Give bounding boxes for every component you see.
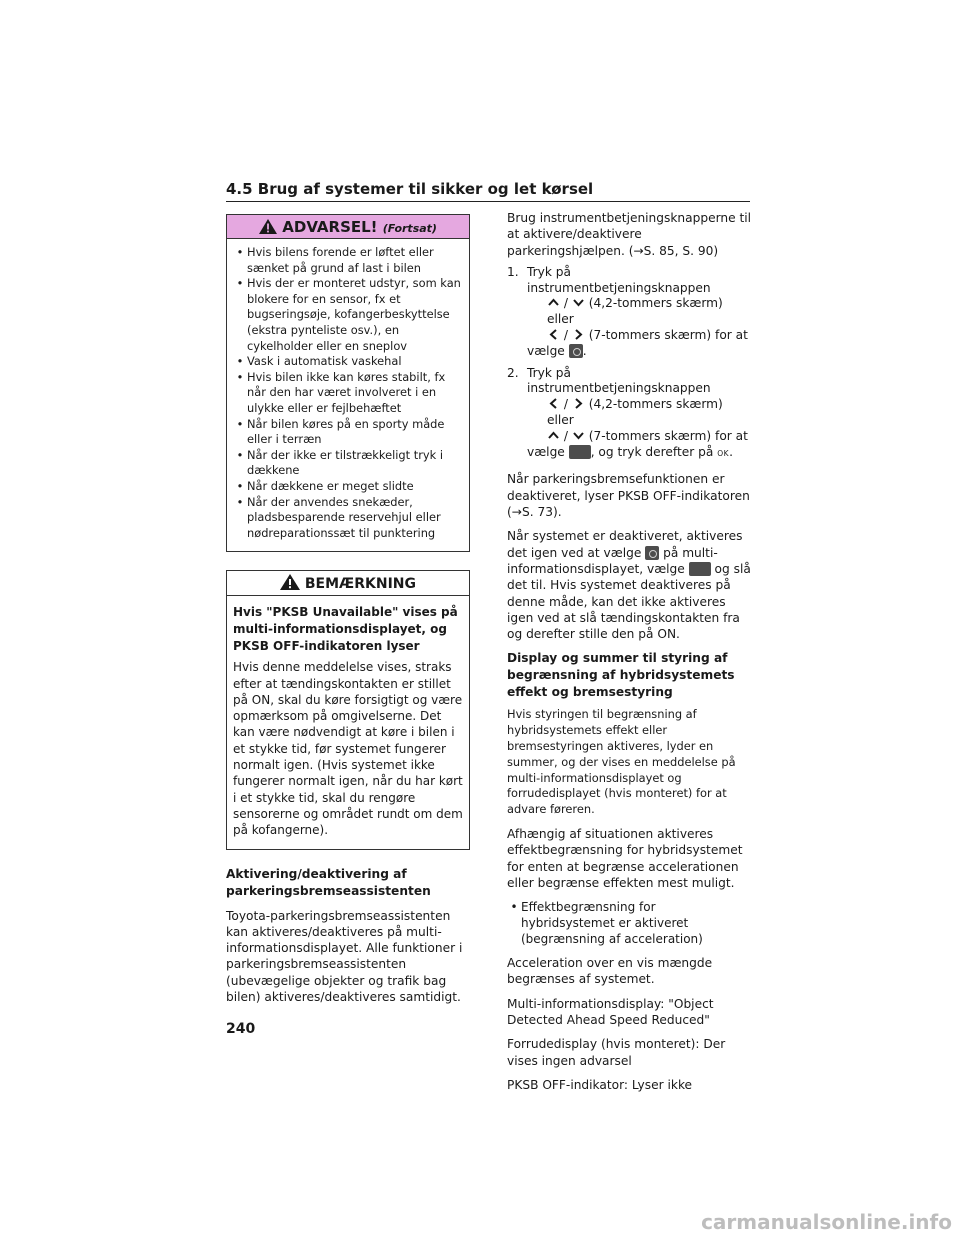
intro-text: Brug instrumentbetjeningsknapperne til at aktivere/deaktivere parkeringshjælpen. (→S. 85, S. 90)	[507, 211, 752, 258]
list-item: • Vask i automatisk vaskehal	[236, 354, 402, 369]
note-header	[227, 571, 469, 596]
list-item: • Når dækkene er meget slidte	[236, 478, 414, 493]
chevron-up-icon	[547, 296, 560, 309]
list-item: • Hvis der er monteret udstyr, som kan blokere for en sensor, fx et bugseringsøje, kofangerbeskyttelse (ekstra pynteliste osv.), en cykelholder eller en sneplov	[236, 276, 461, 353]
chevron-down-icon	[572, 296, 585, 309]
settings-icon	[645, 546, 659, 560]
warning-subtitle: (Fortsat)	[382, 222, 437, 235]
paragraph-hud: Forrudedisplay (hvis monteret): Der vises ingen advarsel	[507, 1037, 726, 1068]
chevron-right-icon	[572, 397, 585, 410]
paragraph-pksb: PKSB OFF-indikator: Lyser ikke	[507, 1077, 693, 1092]
section-title: 4.5 Brug af systemer til sikker og let kørsel	[226, 180, 594, 198]
chevron-right-icon	[572, 328, 585, 341]
paragraph-mid-display: Multi-informationsdisplay: "Object Detected Ahead Speed Reduced"	[507, 996, 714, 1028]
warning-header	[227, 215, 469, 239]
section-heading-display: Display og summer til styring af begrænsning af hybridsystemets effekt og bremsestyring	[507, 651, 735, 700]
chevron-left-icon	[547, 397, 560, 410]
chevron-down-icon	[572, 429, 585, 442]
list-item: • Hvis bilen ikke kan køres stabilt, fx når den har været involveret i en ulykke eller er fejlbehæftet	[236, 369, 446, 415]
paragraph-situation: Afhængig af situationen aktiveres effektbegrænsning for hybridsystemet for enten at begrænse accelerationen eller begrænse effekten mest muligt.	[507, 827, 743, 890]
ok-button-icon: OK	[717, 448, 730, 458]
note-box	[226, 570, 470, 849]
right-column	[507, 210, 753, 1093]
paragraph-indicator: Når parkeringsbremsefunktionen er deaktiveret, lyser PKSB OFF-indikatoren (→S. 73).	[507, 472, 750, 520]
step-1: 1. Tryk på instrumentbetjeningsknappen / (4,2-tommers skærm) eller / (7-tommers skærm) for at vælge .	[507, 264, 748, 358]
list-item: • Effektbegrænsning for hybridsystemet er aktiveret (begrænsning af acceleration)	[510, 900, 703, 947]
chevron-up-icon	[547, 429, 560, 442]
section-header	[226, 180, 750, 202]
page-number: 240	[226, 1021, 256, 1037]
paragraph-summer: Hvis styringen til begrænsning af hybridsystemets effekt eller bremsestyringen aktiveres, lyder en summer, og der vises en meddelelse på multi-informationsdisplayet og forrudedisplayet (hvis monteret) for at advare føreren.	[507, 707, 736, 817]
note-title: BEMÆRKNING	[304, 576, 416, 593]
note-body	[227, 596, 469, 848]
settings-icon	[569, 344, 583, 358]
warning-body	[227, 239, 469, 551]
paragraph-reactivate: Når systemet er deaktiveret, aktiveres det igen ved at vælge på multi-informationsdisplayet, vælge og slå det til. Hvis systemet deaktiveres på denne måde, kan det ikke aktiveres igen ved at slå tændingskontakten fra og derefter stille den på ON.	[507, 529, 751, 642]
note-text: Hvis denne meddelelse vises, straks efter at tændingskontakten er stillet på ON, skal du køre forsigtigt og være opmærksom på omgivelserne. Det kan være nødvendigt at køre i bilen i et stykke tid, før systemet fungerer normalt igen. (Hvis systemet ikke fungerer normalt igen, når du har kørt i et stykke tid, skal du rengøre sensorerne og området rundt om dem på kofangerne).	[233, 660, 463, 838]
watermark: carmanualsonline.info	[701, 1210, 952, 1234]
warning-box	[226, 214, 470, 552]
left-column	[226, 214, 470, 1005]
list-item: • Når bilen køres på en sporty måde eller i terræn	[236, 416, 445, 447]
list-item: • Når der ikke er tilstrækkeligt tryk i dækkene	[236, 447, 444, 478]
paragraph-acceleration: Acceleration over en vis mængde begrænses af systemet.	[507, 956, 713, 987]
driving-assist-icon	[569, 445, 591, 459]
driving-assist-icon	[689, 562, 711, 576]
step-2: 2. Tryk på instrumentbetjeningsknappen / (4,2-tommers skærm) eller / (7-tommers skærm) for at vælge , og tryk derefter på OK.	[507, 365, 748, 459]
list-item: • Hvis bilens forende er løftet eller sænket på grund af last i bilen	[236, 245, 434, 275]
note-heading: Hvis "PKSB Unavailable" vises på multi-informationsdisplayet, og PKSB OFF-indikatoren lyser	[233, 605, 458, 654]
chevron-left-icon	[547, 328, 560, 341]
list-item: • Når der anvendes snekæder, pladsbesparende reservehjul eller nødreparationssæt til punktering	[236, 494, 441, 540]
caution-icon	[280, 574, 300, 590]
activation-text: Toyota-parkeringsbremseassistenten kan aktiveres/deaktiveres på multi-informationsdisplayet. Alle funktioner i parkeringsbremseassistenten (ubevægelige objekter og trafik bag bilen) aktiveres/deaktiveres samtidigt.	[226, 908, 463, 1005]
warning-triangle-icon	[259, 219, 277, 234]
warning-title: ADVARSEL!	[282, 218, 378, 236]
section-heading-activation: Aktivering/deaktivering af parkeringsbremseassistenten	[226, 866, 431, 898]
